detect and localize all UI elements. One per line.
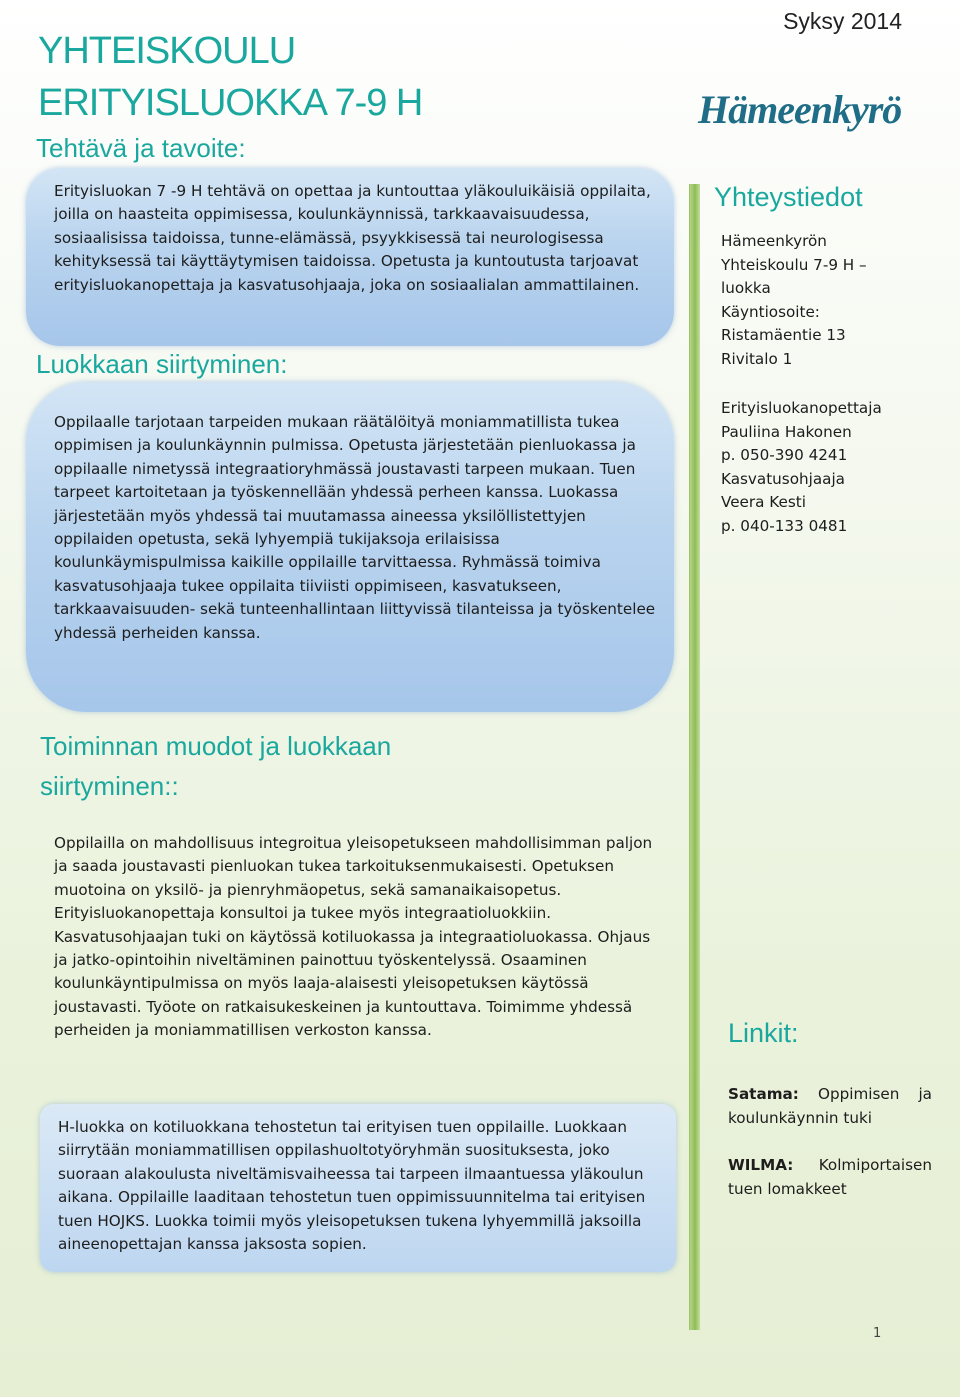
forms-text: Oppilailla on mahdollisuus integroitua yleisopetukseen mahdollisimman paljon ja saada joustavasti pienluokan tukea tarkoituksenmukaisesti. Opetuksen muotoina on yksilö- ja pienryhmäopetus, sekä samanaikaisopetus. Erityisluokanopettaja konsultoi ja tukee myös integraatioluokkiin. Kasvatusohjaajan tuki on käytössä kotiluokassa ja integraatioluokassa. Ohjaus ja jatko-opintoihin niveltäminen painottuu työskentelyssä. Osaaminen koulunkäyntipulmissa on myös laaja-alaisesti yleisopetuksen käytössä joustavasti. Työote on ratkaisukeskeinen ja kuntouttava. Toimimme yhdessä perheiden ja moniammatillisen verkoston kanssa. bbox=[54, 834, 653, 1040]
page-title-line1: YHTEISKOULU bbox=[38, 30, 296, 72]
contact-line: Erityisluokanopettaja bbox=[721, 399, 882, 417]
wilma-text: Kolmiportaisen tuen lomakkeet bbox=[728, 1156, 932, 1198]
contact-line: luokka bbox=[721, 279, 771, 298]
goal-heading: Tehtävä ja tavoite: bbox=[36, 133, 246, 163]
contact-line: Pauliina Hakonen bbox=[721, 422, 852, 441]
transfer-text: Oppilaalle tarjotaan tarpeiden mukaan räätälöityä moniammatillista tukea oppimisen ja koulunkäynnin pulmissa. Opetusta järjestetään pienluokassa ja oppilaalle nimetyssä integraatioryhmässä joustavasti tarpeen mukaan. Tuen tarpeet kartoitetaan ja työskennellään yhdessä perheen kanssa. Luokassa järjestetään myös yhdessä tai muutamassa aineessa yksilöllistettyjen oppilaiden opetusta, sekä lyhyempiä tukijaksoja erilaisissa koulunkäymispulmissa kaikille oppilaille tarvittaessa. Ryhmässä toimiva kasvatusohjaaja tukee oppilaita tiiviisti oppimiseen, kasvatukseen, tarkkaavaisuuden- sekä tunteenhallintaan liittyvissä tilanteissa ja työskentelee yhdessä perheiden kanssa. bbox=[54, 413, 656, 642]
links-heading: Linkit: bbox=[728, 1018, 799, 1048]
satama-link[interactable] bbox=[728, 1083, 932, 1130]
contact-line: Yhteiskoulu 7-9 H – bbox=[721, 255, 867, 274]
forms-heading-line2: siirtyminen:: bbox=[40, 771, 179, 801]
contact-line: Ristamäentie 13 bbox=[721, 326, 846, 345]
wilma-link[interactable] bbox=[728, 1154, 932, 1201]
season-label: Syksy 2014 bbox=[783, 8, 902, 34]
contact-phone: p. 040-133 0481 bbox=[721, 516, 848, 535]
transfer-heading: Luokkaan siirtyminen: bbox=[36, 349, 288, 379]
contact-address bbox=[721, 230, 867, 372]
contact-phone: p. 050-390 4241 bbox=[721, 446, 848, 465]
contact-line: Käyntiosoite: bbox=[721, 302, 820, 321]
contact-line: Rivitalo 1 bbox=[721, 349, 793, 368]
hclass-text: H-luokka on kotiluokkana tehostetun tai erityisen tuen oppilaille. Luokkaan siirrytään moniammatillisen oppilashuoltotyöryhmän suosituksesta, joko suoraan alakoulusta niveltämisvaiheessa tai tarpeen ilmaantuessa yläkoulun aikana. Oppilaille laaditaan tehostetun tuen oppimissuunnitelma tai erityisen tuen HOJKS. Luokka toimii myös yleisopetuksen tukena lyhyemmillä jaksoilla aineenopettajan kanssa jaksosta sopien. bbox=[58, 1118, 646, 1254]
contact-heading: Yhteystiedot bbox=[714, 182, 863, 212]
forms-heading-line1: Toiminnan muodot ja luokkaan bbox=[40, 731, 392, 761]
wilma-label: WILMA: bbox=[728, 1156, 794, 1174]
contact-line: Kasvatusohjaaja bbox=[721, 469, 845, 488]
contact-line: Veera Kesti bbox=[721, 493, 806, 512]
contact-people bbox=[721, 397, 882, 539]
municipality-logo: Hämeenkyrö bbox=[698, 87, 902, 132]
page-number: 1 bbox=[873, 1326, 882, 1341]
contact-line: Hämeenkyrön bbox=[721, 232, 827, 250]
satama-text: Oppimisen ja koulunkäynnin tuki bbox=[728, 1085, 932, 1127]
page-title-line2: ERITYISLUOKKA 7-9 H bbox=[38, 82, 423, 124]
divider-bar bbox=[689, 184, 700, 1330]
goal-text: Erityisluokan 7 -9 H tehtävä on opettaa ja kuntouttaa yläkouluikäisiä oppilaita, joilla on haasteita oppimisessa, koulunkäynnissä, tarkkaavaisuudessa, sosiaalisissa taidoissa, tunne-elämässä, psyykkisessä tai neurologisessa kehityksessä tai käyttäytymisen taidoissa. Opetusta ja kuntoutusta tarjoavat erityisluokanopettaja ja kasvatusohjaaja, joka on sosiaalialan ammattilainen. bbox=[54, 182, 651, 294]
satama-label: Satama: bbox=[728, 1085, 799, 1103]
